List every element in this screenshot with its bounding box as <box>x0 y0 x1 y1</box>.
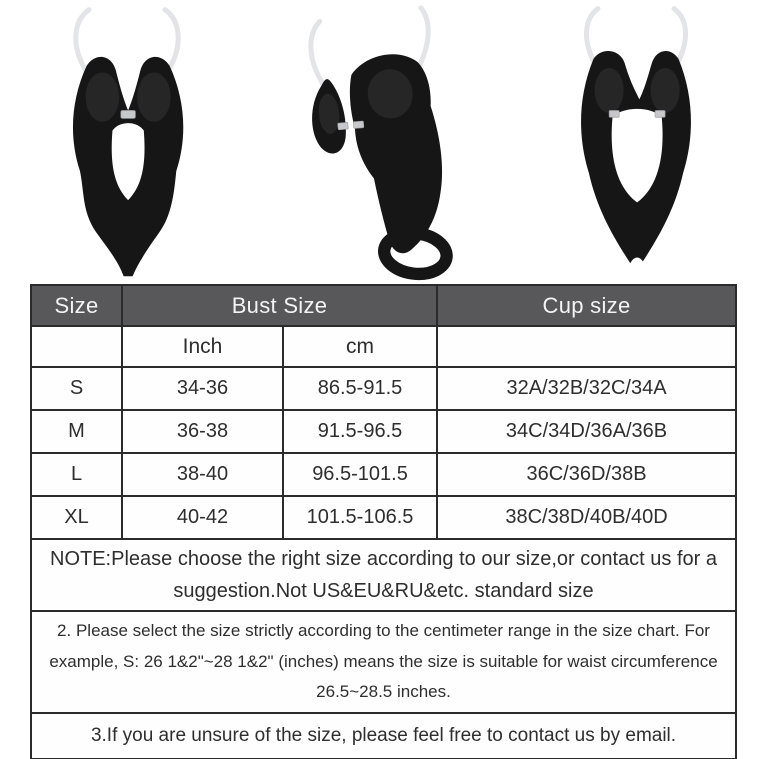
bodysuit-three-quarter-view-illustration <box>261 3 501 283</box>
table-row-xl <box>31 496 736 539</box>
unit-cell-empty <box>31 326 122 367</box>
cup-value: 36C/36D/38B <box>437 453 736 496</box>
note-row-3 <box>31 713 736 759</box>
bodysuit-deep-u-view-illustration <box>516 3 756 283</box>
header-cup-size: Cup size <box>437 285 736 326</box>
cm-value: 96.5-101.5 <box>283 453 437 496</box>
header-size: Size <box>31 285 122 326</box>
note-text-1: NOTE:Please choose the right size according to our size,or contact us for a suggestion.Not US&EU&RU&etc. standard size <box>31 539 736 611</box>
cup-value: 34C/34D/36A/36B <box>437 410 736 453</box>
header-bust-size: Bust Size <box>122 285 437 326</box>
table-row-l <box>31 453 736 496</box>
note-text-3: 3.If you are unsure of the size, please feel free to contact us by email. <box>31 713 736 759</box>
note-text-2: 2. Please select the size strictly according to the centimeter range in the size chart. For example, S: 26 1&2"~28 1&2" (inches) means the size is suitable for waist circumference 26.5~28.5 inches. <box>31 611 736 713</box>
inch-value: 40-42 <box>122 496 283 539</box>
note-row-2 <box>31 611 736 713</box>
front-clasp-icon <box>121 111 136 119</box>
note-row-1 <box>31 539 736 611</box>
product-views <box>0 0 763 283</box>
size-table <box>30 284 737 759</box>
cm-value: 86.5-91.5 <box>283 367 437 410</box>
size-value: M <box>31 410 122 453</box>
size-value: XL <box>31 496 122 539</box>
inch-value: 38-40 <box>122 453 283 496</box>
product-view-front <box>0 0 254 283</box>
u-clasp-icon <box>655 111 665 118</box>
cup-value: 38C/38D/40B/40D <box>437 496 736 539</box>
size-value: S <box>31 367 122 410</box>
table-row-m <box>31 410 736 453</box>
unit-cell-empty <box>437 326 736 367</box>
unit-inch: Inch <box>122 326 283 367</box>
side-clasp-icon <box>338 122 349 130</box>
bodysuit-front-view-illustration <box>7 3 247 283</box>
size-value: L <box>31 453 122 496</box>
product-view-deep-u <box>509 0 763 283</box>
size-table-header-row <box>31 285 736 326</box>
product-view-three-quarter <box>254 0 508 283</box>
side-clasp-icon <box>354 121 365 129</box>
inch-value: 34-36 <box>122 367 283 410</box>
cm-value: 101.5-106.5 <box>283 496 437 539</box>
table-row-s <box>31 367 736 410</box>
inch-value: 36-38 <box>122 410 283 453</box>
unit-cm: cm <box>283 326 437 367</box>
thong-leg-loop <box>382 230 449 278</box>
cm-value: 91.5-96.5 <box>283 410 437 453</box>
u-clasp-icon <box>609 111 619 118</box>
cup-value: 32A/32B/32C/34A <box>437 367 736 410</box>
size-table-unit-row <box>31 326 736 367</box>
